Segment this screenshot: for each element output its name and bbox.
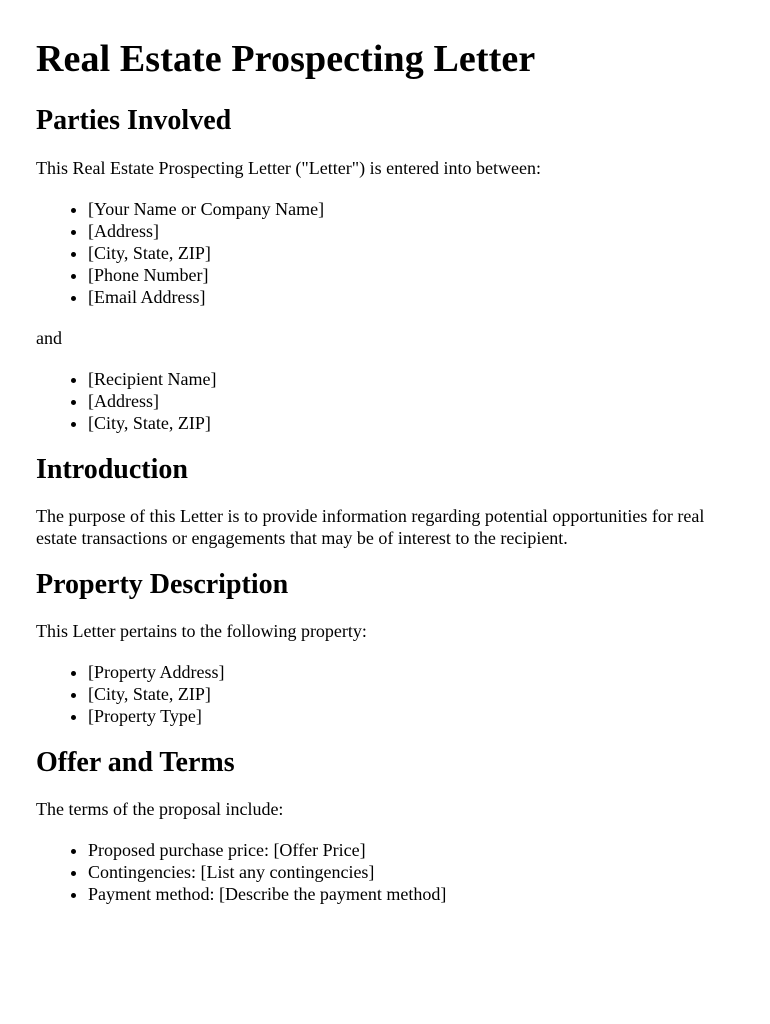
list-item: • [Address] [88, 390, 734, 412]
list-item: • Contingencies: [List any contingencies] [88, 861, 734, 883]
parties-intro-text: This Real Estate Prospecting Letter ("Letter") is entered into between: [36, 158, 542, 178]
list-item: • [City, State, ZIP] [88, 683, 734, 705]
list-item: • [Property Type] [88, 705, 734, 727]
parties-conjunction-text: and [36, 328, 62, 348]
list-item: • [Phone Number] [88, 264, 734, 286]
section-heading-parties: Parties Involved [36, 105, 232, 136]
list-item: • [City, State, ZIP] [88, 412, 734, 434]
list-item: • Proposed purchase price: [Offer Price] [88, 839, 734, 861]
property-intro-text: This Letter pertains to the following property: [36, 621, 367, 641]
offer-intro-text: The terms of the proposal include: [36, 799, 284, 819]
section-heading-offer-and-terms: Offer and Terms [36, 747, 235, 778]
section-heading-property-description: Property Description [36, 569, 289, 600]
list-item: • [City, State, ZIP] [88, 242, 734, 264]
list-item: • [Email Address] [88, 286, 734, 308]
recipient-details-list [36, 368, 734, 434]
list-item: • [Address] [88, 220, 734, 242]
list-item: • [Property Address] [88, 661, 734, 683]
introduction-body-text: The purpose of this Letter is to provide information regarding potential opportunities for real estate transactions or engagements that may be of interest to the recipient. [36, 506, 705, 548]
list-item: • [Recipient Name] [88, 368, 734, 390]
list-item: • Payment method: [Describe the payment method] [88, 883, 734, 905]
property-details-list [36, 661, 734, 727]
section-heading-introduction: Introduction [36, 454, 188, 485]
list-item: • [Your Name or Company Name] [88, 198, 734, 220]
document-title: Real Estate Prospecting Letter [36, 38, 536, 80]
offer-terms-list [36, 839, 734, 905]
sender-details-list [36, 198, 734, 308]
